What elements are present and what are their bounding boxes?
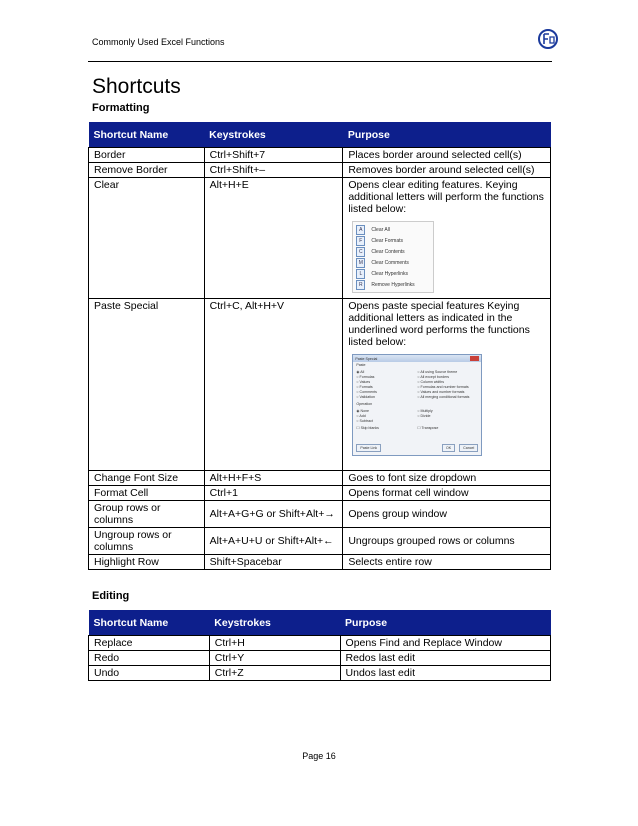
purpose-text-line: additional letters as indicated in the (348, 312, 513, 324)
paste-option: ○ All except borders (417, 375, 450, 379)
column-header-keystrokes: Keystrokes (204, 122, 343, 148)
operation-option: ○ Divide (417, 414, 431, 418)
shortcut-name-cell: Border (89, 148, 205, 163)
keystrokes-cell: Ctrl+Z (209, 666, 340, 681)
keystrokes-cell: Alt+A+G+G or Shift+Alt+→ (204, 501, 343, 528)
clear-menu-item-label: Clear Comments (371, 259, 409, 266)
company-logo-icon (537, 28, 559, 50)
operation-option: ○ Subtract (356, 419, 373, 423)
purpose-text-line: additional letters will perform the functions (348, 191, 544, 203)
shortcut-name-line: columns (94, 514, 134, 526)
table-header-row (89, 122, 551, 148)
table-row (89, 163, 551, 178)
purpose-cell: Ungroups grouped rows or columns (343, 528, 551, 555)
shortcut-name-cell: Remove Border (89, 163, 205, 178)
clear-menu-item-label: Clear Formats (371, 237, 404, 244)
shortcut-name-cell: Clear (89, 178, 205, 299)
keystrokes-cell: Ctrl+Shift+– (204, 163, 343, 178)
purpose-cell (343, 299, 551, 471)
purpose-cell: Opens Find and Replace Window (340, 636, 550, 651)
paste-option: ○ Formats (356, 385, 373, 389)
keystrokes-cell: Alt+H+E (204, 178, 343, 299)
clear-menu-item (353, 246, 433, 257)
purpose-text-line: Opens paste special features Keying (348, 300, 520, 312)
operation-option: ○ Add (356, 414, 366, 418)
paste-option: ○ Values (356, 380, 371, 384)
document-header-title: Commonly Used Excel Functions (92, 37, 225, 47)
shortcut-name-cell (89, 501, 205, 528)
page-number: Page 16 (302, 751, 336, 761)
keystrokes-cell: Ctrl+1 (204, 486, 343, 501)
clear-menu-item (353, 268, 433, 279)
purpose-cell (343, 178, 551, 299)
operation-option: ○ Multiply (417, 409, 433, 413)
purpose-cell: Opens group window (343, 501, 551, 528)
table-row (89, 555, 551, 570)
clear-menu-item (353, 224, 433, 235)
paste-option: ○ Values and number formats (417, 390, 465, 394)
ok-button: OK (442, 444, 455, 452)
shortcut-name-cell: Highlight Row (89, 555, 205, 570)
table-row (89, 666, 551, 681)
paste-option: ○ All using Source theme (417, 370, 458, 374)
close-icon (470, 356, 479, 361)
table-row (89, 471, 551, 486)
shortcut-name-cell: Change Font Size (89, 471, 205, 486)
table-row (89, 651, 551, 666)
paste-group-label: Paste (356, 363, 366, 367)
purpose-cell: Opens format cell window (343, 486, 551, 501)
transpose-checkbox: ☐ Transpose (417, 426, 439, 430)
clear-hyperlinks-icon: L (356, 269, 365, 279)
table-row (89, 299, 551, 471)
shortcut-name-cell: Redo (89, 651, 210, 666)
clear-menu-item-label: Clear Hyperlinks (371, 270, 409, 277)
skip-blanks-checkbox: ☐ Skip blanks (356, 426, 379, 430)
table-row (89, 528, 551, 555)
operation-option: ◉ None (356, 409, 370, 413)
formatting-shortcuts-table (88, 122, 551, 570)
paste-option: ○ Formulas (356, 375, 375, 379)
purpose-text-line: listed below: (348, 203, 407, 215)
purpose-cell: Removes border around selected cell(s) (343, 163, 551, 178)
clear-menu-item-label: Clear Contents (371, 248, 405, 255)
paste-option: ○ All merging conditional formats (417, 395, 470, 399)
clear-menu-item (353, 235, 433, 246)
clear-comments-icon: M (356, 258, 365, 268)
paste-option: ○ Validation (356, 395, 376, 399)
column-header-shortcut-name: Shortcut Name (89, 122, 205, 148)
purpose-cell: Undos last edit (340, 666, 550, 681)
paste-option: ○ Formulas and number formats (417, 385, 469, 389)
shortcut-name-cell: Paste Special (89, 299, 205, 471)
table-row (89, 636, 551, 651)
keystrokes-cell: Alt+H+F+S (204, 471, 343, 486)
clear-menu-screenshot (352, 221, 434, 293)
clear-menu-item-label: Remove Hyperlinks (371, 281, 415, 288)
purpose-text-line: underlined word performs the functions (348, 324, 530, 336)
shortcut-name-cell: Undo (89, 666, 210, 681)
keystrokes-cell: Ctrl+H (209, 636, 340, 651)
operation-group-label: Operation (356, 402, 373, 406)
table-row (89, 501, 551, 528)
shortcut-name-cell (89, 528, 205, 555)
paste-option: ○ Comments (356, 390, 377, 394)
clear-all-icon: A (356, 225, 365, 235)
paste-special-dialog-screenshot (352, 354, 482, 456)
header-divider (88, 61, 552, 62)
clear-contents-icon: C (356, 247, 365, 257)
dialog-title-bar (353, 355, 481, 362)
clear-menu-item (353, 279, 433, 290)
purpose-cell: Selects entire row (343, 555, 551, 570)
purpose-cell: Places border around selected cell(s) (343, 148, 551, 163)
table-header-row (89, 610, 551, 636)
keystrokes-cell: Ctrl+Shift+7 (204, 148, 343, 163)
clear-menu-item-label: Clear All (371, 226, 390, 233)
column-header-purpose: Purpose (340, 610, 550, 636)
table-row (89, 486, 551, 501)
editing-section-heading: Editing (92, 590, 130, 602)
clear-formats-icon: F (356, 236, 365, 246)
shortcut-name-cell: Replace (89, 636, 210, 651)
table-row (89, 178, 551, 299)
purpose-cell: Goes to font size dropdown (343, 471, 551, 486)
purpose-text-line: listed below: (348, 336, 407, 348)
remove-hyperlinks-icon: R (356, 280, 365, 290)
table-row (89, 148, 551, 163)
paste-link-button: Paste Link (356, 444, 381, 452)
shortcut-name-cell: Format Cell (89, 486, 205, 501)
editing-shortcuts-table (88, 610, 551, 681)
keystrokes-cell: Shift+Spacebar (204, 555, 343, 570)
purpose-text-line: Opens clear editing features. Keying (348, 179, 518, 191)
shortcut-name-line: Group rows or (94, 502, 161, 514)
keystrokes-cell: Ctrl+C, Alt+H+V (204, 299, 343, 471)
dialog-title: Paste Special (355, 356, 378, 361)
column-header-shortcut-name: Shortcut Name (89, 610, 210, 636)
cancel-button: Cancel (459, 444, 478, 452)
shortcut-name-line: Ungroup rows or (94, 529, 172, 541)
page-title: Shortcuts (92, 75, 181, 98)
clear-menu-item (353, 257, 433, 268)
shortcut-name-line: columns (94, 541, 134, 553)
keystrokes-cell: Ctrl+Y (209, 651, 340, 666)
column-header-keystrokes: Keystrokes (209, 610, 340, 636)
paste-option: ◉ All (356, 370, 365, 374)
formatting-section-heading: Formatting (92, 102, 150, 114)
keystrokes-cell: Alt+A+U+U or Shift+Alt+← (204, 528, 343, 555)
column-header-purpose: Purpose (343, 122, 551, 148)
paste-option: ○ Column widths (417, 380, 445, 384)
purpose-cell: Redos last edit (340, 651, 550, 666)
